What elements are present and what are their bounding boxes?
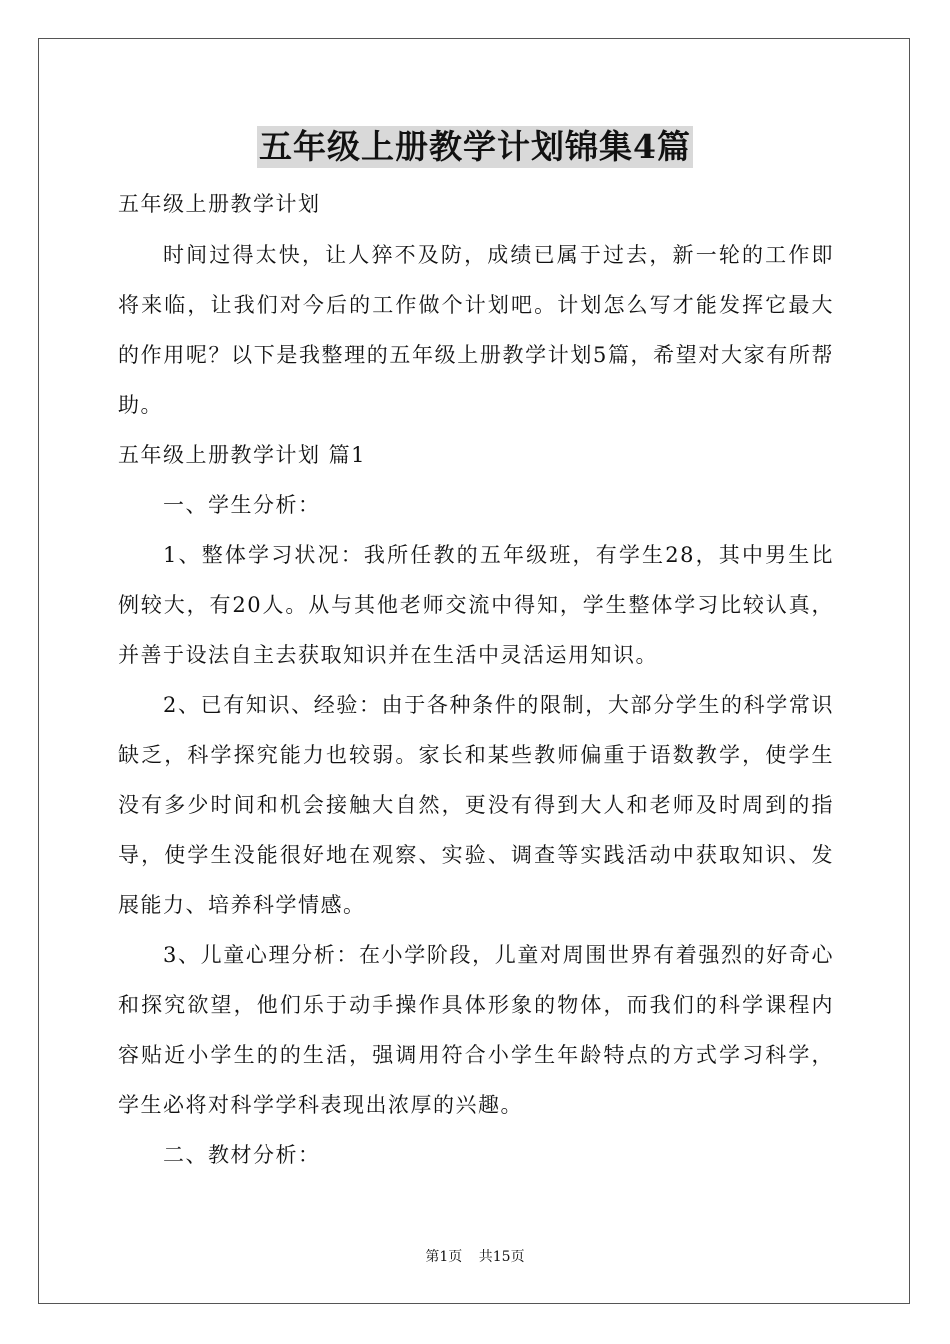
document-body bbox=[118, 180, 834, 1180]
page-footer bbox=[0, 1246, 950, 1266]
document-title: 五年级上册教学计划锦集4篇 bbox=[259, 127, 691, 166]
title-container bbox=[0, 126, 950, 168]
paragraph-overall-learning: 1、整体学习状况：我所任教的五年级班，有学生28，其中男生比例较大，有20人。从与其他老师交流中得知，学生整体学习比较认真，并善于设法自主去获取知识并在生活中灵活运用知识。 bbox=[118, 543, 834, 667]
subheading-student-analysis: 一、学生分析： bbox=[163, 493, 321, 517]
article-heading: 五年级上册教学计划 篇1 bbox=[118, 443, 367, 467]
subheading-textbook-analysis: 二、教材分析： bbox=[163, 1143, 321, 1167]
paragraph-existing-knowledge: 2、已有知识、经验：由于各种条件的限制，大部分学生的科学常识缺乏，科学探究能力也较弱。家长和某些教师偏重于语数教学，使学生没有多少时间和机会接触大自然，更没有得到大人和老师及时周到的指导，使学生没能很好地在观察、实验、调查等实践活动中获取知识、发展能力、培养科学情感。 bbox=[118, 693, 834, 917]
page-total: 共15页 bbox=[478, 1249, 525, 1265]
page-number: 第1页 bbox=[425, 1249, 463, 1265]
intro-paragraph: 时间过得太快，让人猝不及防，成绩已属于过去，新一轮的工作即将来临，让我们对今后的工作做个计划吧。计划怎么写才能发挥它最大的作用呢？以下是我整理的五年级上册教学计划5篇，希望对大家有所帮助。 bbox=[118, 243, 834, 417]
paragraph-child-psychology: 3、儿童心理分析：在小学阶段，儿童对周围世界有着强烈的好奇心和探究欲望，他们乐于动手操作具体形象的物体，而我们的科学课程内容贴近小学生的的生活，强调用符合小学生年龄特点的方式学习科学，学生必将对科学学科表现出浓厚的兴趣。 bbox=[118, 943, 834, 1117]
section-heading: 五年级上册教学计划 bbox=[118, 192, 321, 216]
